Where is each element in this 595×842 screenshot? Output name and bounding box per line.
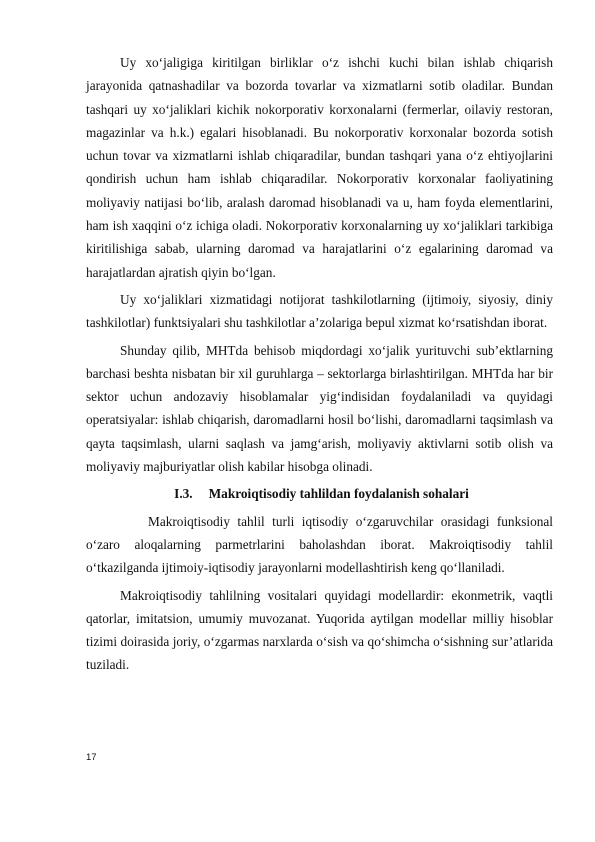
paragraph-macro-analysis: Makroiqtisodiy tahlil turli iqtisodiy o‘zgaruvchilar orasidagi funksional o‘zaro aloqalarning parmetrlarini baholashdan iborat. Makroiqtisodiy tahlil o‘tkazilganda ijtimoiy-iqtisodiy jarayonlarni modellashtirish keng qo‘llaniladi.: [86, 513, 553, 576]
paragraph-sectors: Shunday qilib, MHTda behisob miqdordagi xo‘jalik yurituvchi sub’ektlarning barchasi beshta nisbatan bir xil guruhlarga – sektorlarga birlashtirilgan. MHTda har bir sektor uchun andozaviy hisoblamalar yig‘indisidan foydalaniladi va quyidagi operatsiyalar: ishlab chiqarish, daromadlarni hosil bo‘lishi, daromadlarni taqsimlash va qayta taqsimlash, ularni saqlash va jamg‘arish, moliyaviy aktivlarni sotib olish va moliyaviy majburiyatlar olish kabilar hisobga olinadi.: [86, 342, 553, 475]
section-number: I.3.: [174, 486, 193, 502]
paragraph-nonprofit-organizations: Uy xo‘jaliklari xizmatidagi notijorat tashkilotlarning (ijtimoiy, siyosiy, diniy tashkilotlar) funktsiyalari shu tashkilotlar a’zolariga bepul xizmat ko‘rsatishdan iborat.: [86, 291, 553, 331]
section-heading: [86, 482, 553, 505]
paragraph-macro-tools: Makroiqtisodiy tahlilning vositalari quyidagi modellardir: ekonmetrik, vaqtli qatorlar, imitatsion, umumiy muvozanat. Yuqorida aytilgan modellar milliy hisoblar tizimi doirasida joriy, o‘zgarmas narxlarda o‘sish va qo‘shimcha o‘sishning sur’atlarida tuziladi.: [86, 587, 553, 673]
paragraph-household-units: Uy xo‘jaligiga kiritilgan birliklar o‘z ishchi kuchi bilan ishlab chiqarish jarayonida qatnashadilar va bozorda tovarlar va xizmatlarni sotib oladilar. Bundan tashqari uy xo‘jaliklari kichik nokorporativ korxonalarni (fermerlar, oilaviy restoran, magazinlar va h.k.) egalari hisoblanadi. Bu nokorporativ korxonalar bozorda sotish uchun tovar va xizmatlarni ishlab chiqaradilar, bundan tashqari yana o‘z ehtiyojlarini qondirish uchun ham ishlab chiqaradilar. Nokorporativ korxonalar faoliyatining moliyaviy natijasi bo‘lib, aralash daromad hisoblanadi va u, ham foyda elementlarini, ham ish xaqqini o‘z ichiga oladi. Nokorporativ korxonalarning uy xo‘jaliklari tarkibiga kiritilishiga sabab, ularning daromad va harajatlarini o‘z egalarining daromad va harajatlardan ajratish qiyin bo‘lgan.: [86, 55, 553, 280]
page-number: 17: [86, 752, 97, 763]
document-page: [86, 51, 553, 681]
section-title: Makroiqtisodiy tahlildan foydalanish sohalari: [208, 486, 469, 502]
